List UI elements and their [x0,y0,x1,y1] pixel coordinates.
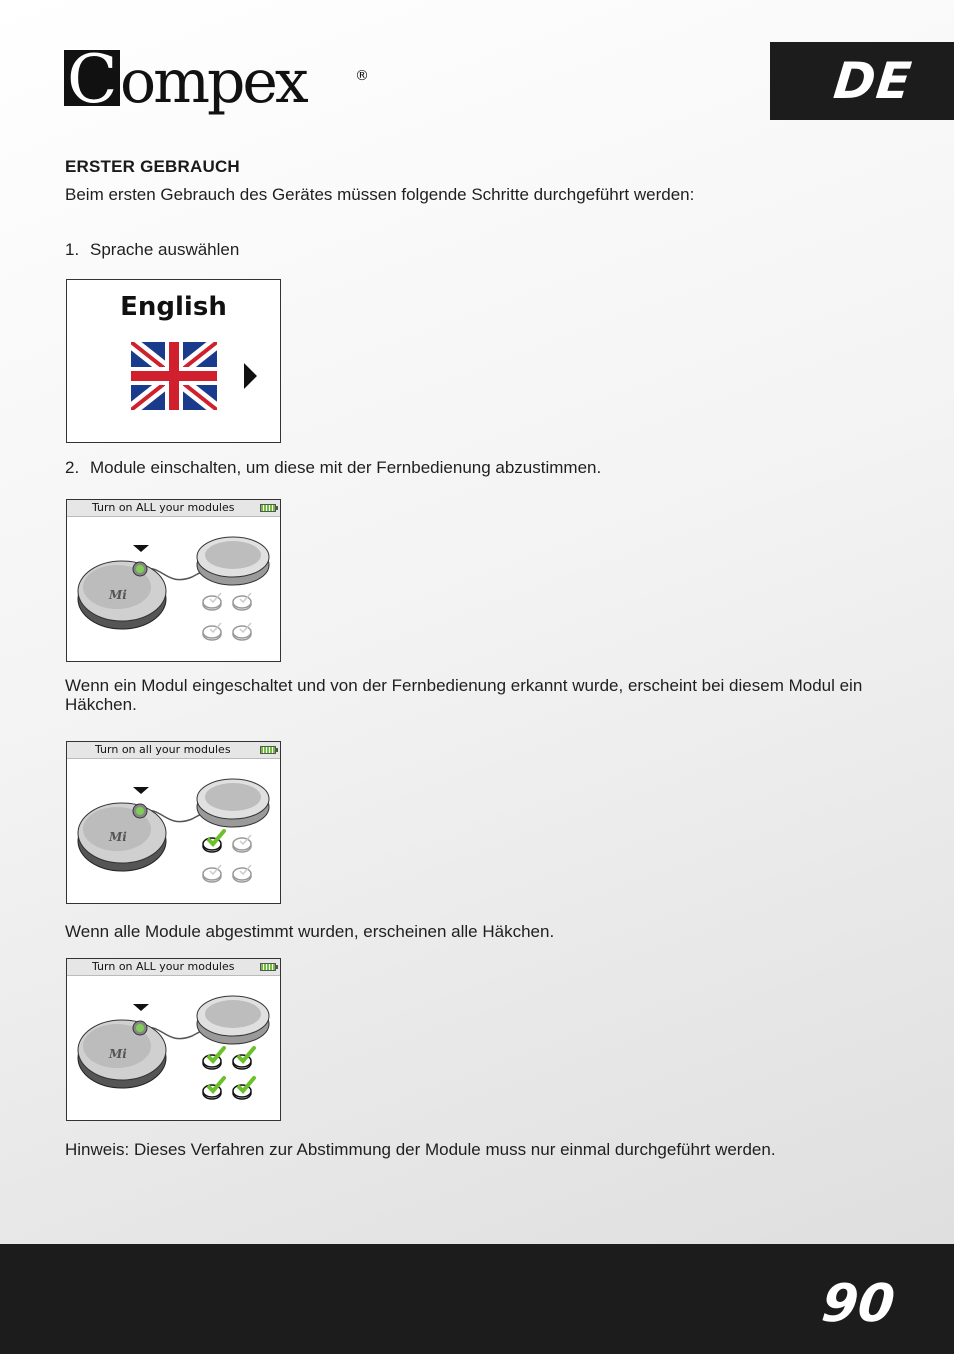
step-text: Sprache auswählen [90,240,240,259]
screen-status-bar [67,742,280,759]
module-small [197,996,269,1044]
down-arrow-icon [133,545,149,552]
svg-text:Mi: Mi [109,588,127,602]
battery-icon [260,746,276,754]
module-small [197,779,269,827]
logo-text: ompex [120,47,306,117]
pairing-screen-one [66,741,281,904]
intro-text: Beim ersten Gebrauch des Gerätes müssen folgende Schritte durchgeführt werden: [65,185,695,204]
module-slot-icon [203,1078,224,1099]
pairing-screen-all [66,958,281,1121]
battery-icon [260,504,276,512]
module-slot-icon [203,831,224,852]
remote-control [78,561,166,629]
language-code: DE [830,52,915,110]
svg-text:Mi: Mi [109,1047,127,1061]
module-slot-icon [233,835,251,852]
down-arrow-icon [133,787,149,794]
screen-status-bar [67,959,280,976]
battery-icon [260,963,276,971]
step-number: 2. [65,458,80,477]
module-slot-icon [233,593,251,610]
modules-illustration [67,517,280,661]
language-title: English [120,292,227,322]
section-heading: ERSTER GEBRAUCH [65,157,240,176]
screen-bar-text: Turn on ALL your modules [92,960,235,973]
down-arrow-icon [133,1004,149,1011]
step-2 [65,458,601,478]
remote-control [78,1020,166,1088]
uk-flag-icon [131,342,217,410]
page-number: 90 [818,1274,898,1334]
module-slot-icon [233,1078,254,1099]
right-arrow-icon [243,362,259,390]
language-badge [770,42,954,120]
svg-text:Mi: Mi [109,830,127,844]
paragraph-module-recognized: Wenn ein Modul eingeschaltet und von der Fernbedienung erkannt wurde, erscheint bei diesem Modul ein Häkchen. [65,676,863,714]
module-slot-icon [203,593,221,610]
module-small [197,537,269,585]
module-slot-icon [203,1048,224,1069]
remote-control [78,803,166,871]
screen-bar-text: Turn on ALL your modules [92,501,235,514]
language-screen [66,279,281,443]
logo-registered-mark: ® [355,68,369,84]
step-1 [65,240,239,260]
page-footer [0,1244,954,1354]
svg-text:C: C [67,41,118,118]
screen-status-bar [67,500,280,517]
step-text: Module einschalten, um diese mit der Fernbedienung abzustimmen. [90,458,602,477]
modules-illustration [67,976,280,1120]
screen-bar-text: Turn on all your modules [95,743,231,756]
paragraph-all-paired: Wenn alle Module abgestimmt wurden, erscheinen alle Häkchen. [65,922,555,941]
step-number: 1. [65,240,80,259]
module-slot-icon [233,623,251,640]
module-slot-icon [203,865,221,882]
compex-logo [64,40,374,122]
paragraph-note: Hinweis: Dieses Verfahren zur Abstimmung der Module muss nur einmal durchgeführt werden. [65,1140,776,1159]
module-slot-icon [233,865,251,882]
module-slot-icon [233,1048,254,1069]
module-slot-icon [203,623,221,640]
pairing-screen-none [66,499,281,662]
modules-illustration [67,759,280,903]
